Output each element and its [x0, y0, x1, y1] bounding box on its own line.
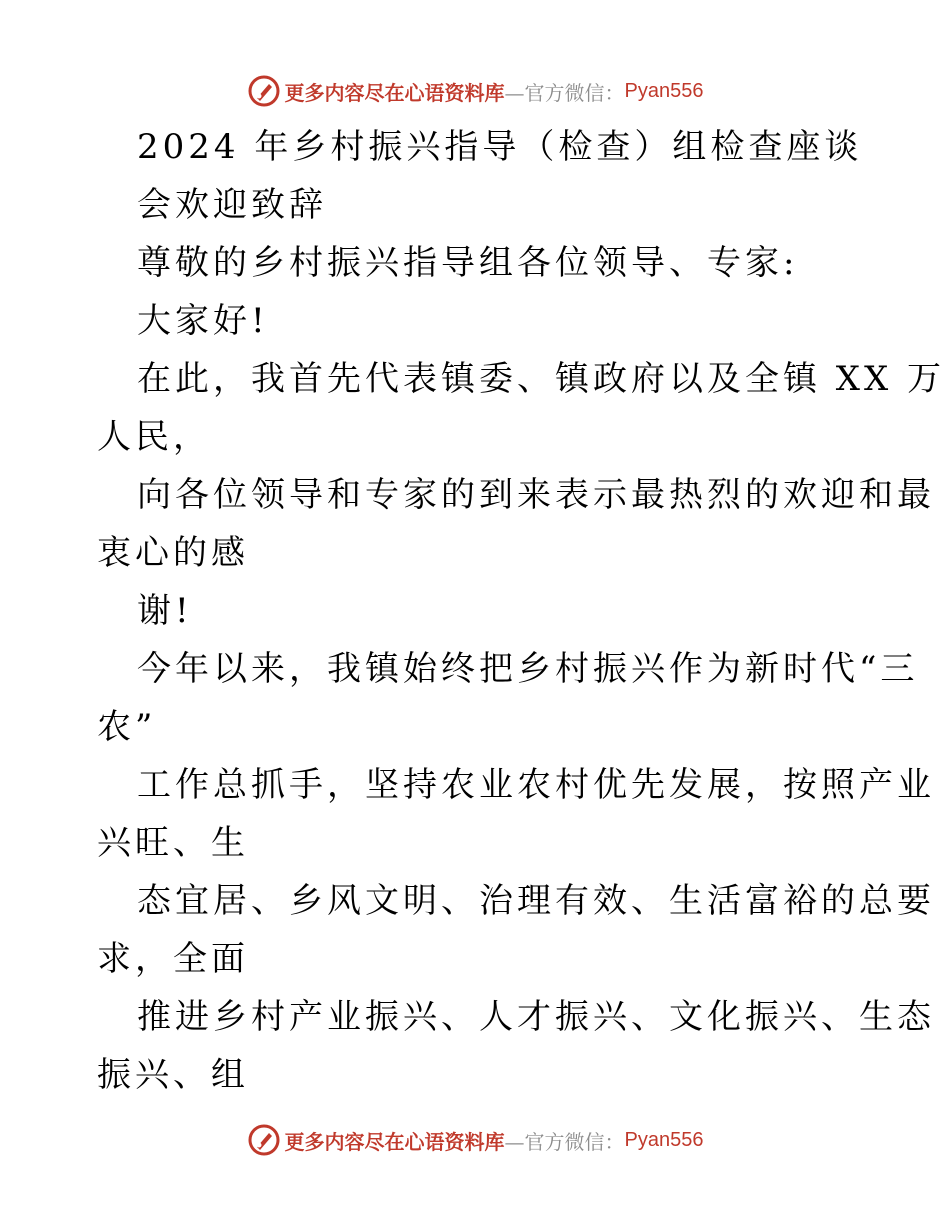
- body-line: 态宜居、乡风文明、治理有效、生活富裕的总要: [137, 881, 935, 921]
- footer-watermark: [0, 1120, 950, 1160]
- body-line: 农”: [97, 707, 157, 747]
- body-line: 求，全面: [97, 939, 249, 979]
- body-line: 谢!: [137, 591, 193, 631]
- greeting: 大家好!: [137, 301, 269, 341]
- body-line: 在此，我首先代表镇委、镇政府以及全镇 XX 万: [137, 359, 946, 399]
- title-line-1: 2024 年乡村振兴指导（检查）组检查座谈: [137, 127, 863, 167]
- watermark-sub: —官方微信：: [504, 80, 625, 105]
- body-line: 推进乡村产业振兴、人才振兴、文化振兴、生态: [137, 997, 935, 1037]
- body-line: 衷心的感: [97, 533, 249, 573]
- pen-seal-icon: [247, 74, 281, 108]
- title-line-2: 会欢迎致辞: [137, 185, 327, 225]
- watermark-id: Pyan556: [624, 79, 704, 102]
- watermark-sub: —官方微信：: [504, 1129, 625, 1154]
- body-line: 振兴、组: [97, 1055, 249, 1095]
- header-watermark: [0, 71, 950, 111]
- body-line: 工作总抓手，坚持农业农村优先发展，按照产业: [137, 765, 935, 805]
- body-line: 兴旺、生: [97, 823, 249, 863]
- pen-seal-icon: [247, 1123, 281, 1157]
- body-line: 今年以来，我镇始终把乡村振兴作为新时代“三: [137, 649, 919, 689]
- body-line: 向各位领导和专家的到来表示最热烈的欢迎和最: [137, 475, 935, 515]
- document-body: [97, 118, 946, 1104]
- watermark-id: Pyan556: [624, 1128, 704, 1151]
- watermark-brand: 更多内容尽在心语资料库: [284, 1129, 505, 1154]
- body-line: 人民，: [97, 417, 211, 457]
- watermark-brand: 更多内容尽在心语资料库: [284, 80, 505, 105]
- salutation: 尊敬的乡村振兴指导组各位领导、专家:: [137, 243, 799, 283]
